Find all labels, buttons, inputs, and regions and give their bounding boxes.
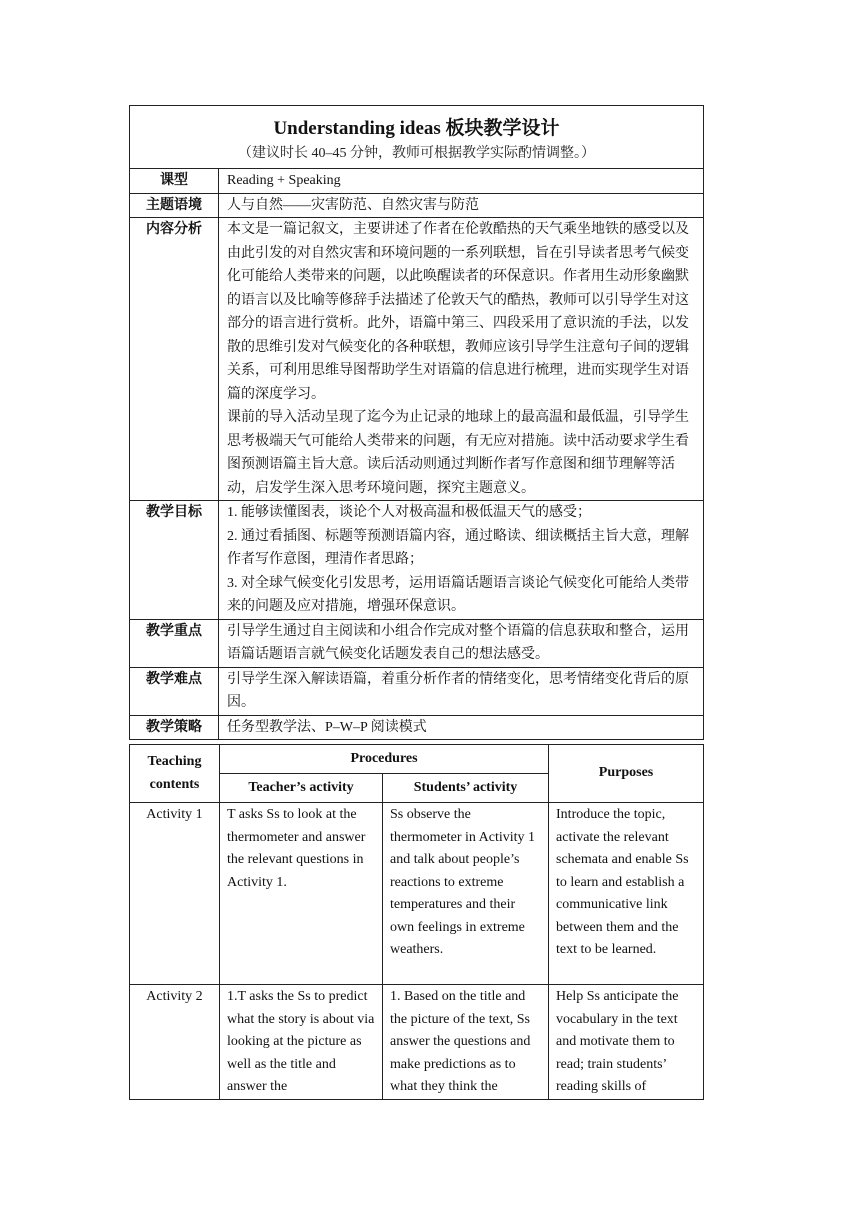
teaching-strategy-label: 教学策略 (130, 715, 219, 740)
procedures-header: Procedures (220, 745, 549, 774)
objective-2: 2. 通过看插图、标题等预测语篇内容，通过略读、细读概括主旨大意，理解作者写作意图，理清作者思路； (227, 528, 689, 567)
teaching-strategy-text: 任务型教学法、P–W–P 阅读模式 (227, 719, 427, 735)
title-cell (130, 106, 704, 169)
teaching-difficulty-value (219, 667, 704, 715)
teaching-difficulty-text: 引导学生深入解读语篇，着重分析作者的情绪变化，思考情绪变化背后的原因。 (227, 671, 689, 710)
theme-context-label: 主题语境 (130, 193, 219, 218)
teaching-focus-text: 引导学生通过自主阅读和小组合作完成对整个语篇的信息获取和整合，运用语篇话题语言就气候变化话题发表自己的想法感受。 (227, 623, 689, 662)
teacher-activity-header: Teacher’s activity (220, 774, 383, 803)
row-teaching-objectives (130, 501, 704, 620)
teaching-difficulty-label: 教学难点 (130, 667, 219, 715)
table-row (130, 803, 704, 985)
course-type-text: Reading + Speaking (227, 173, 341, 188)
students-activity-cell: Ss observe the thermometer in Activity 1 and talk about people’s reactions to extreme temperatures and their own feelings in extreme weathers. (383, 803, 549, 985)
content-analysis-label: 内容分析 (130, 218, 219, 501)
procedure-table (129, 744, 704, 1100)
teaching-strategy-value (219, 715, 704, 740)
document-title: Understanding ideas 板块教学设计 (273, 118, 560, 139)
content-analysis-paragraph-2: 课前的导入活动呈现了迄今为止记录的地球上的最高温和最低温，引导学生思考极端天气可能给人类带来的问题，有无应对措施。读中活动要求学生看图预测语篇主旨大意。读后活动则通过判断作者写作意图和细节理解等活动，启发学生深入思考环境问题，探究主题意义。 (227, 410, 689, 496)
row-teaching-focus (130, 619, 704, 667)
purposes-header: Purposes (549, 745, 704, 803)
row-theme-context (130, 193, 704, 218)
course-type-label: 课型 (130, 169, 219, 194)
teacher-activity-cell: 1.T asks the Ss to predict what the story is about via looking at the picture as well as the title and answer the (220, 985, 383, 1100)
activity-name: Activity 2 (130, 985, 220, 1100)
purpose-cell: Help Ss anticipate the vocabulary in the text and motivate them to read; train students’ reading skills of (549, 985, 704, 1100)
title-row (130, 106, 704, 169)
table-row (130, 985, 704, 1100)
content-analysis-paragraph-1: 本文是一篇记叙文，主要讲述了作者在伦敦酷热的天气乘坐地铁的感受以及由此引发的对自然灾害和环境问题的一系列联想，旨在引导读者思考气候变化可能给人类带来的问题，以此唤醒读者的环保意识。作者用生动形象幽默的语言以及比喻等修辞手法描述了伦敦天气的酷热，教师可以引导学生对这部分的语言进行赏析。此外，语篇中第三、四段采用了意识流的手法，以发散的思维引发对气候变化的各种联想，教师应该引导学生注意句子间的逻辑关系，可利用思维导图帮助学生对语篇的信息进行梳理，进而实现学生对语篇的深度学习。 (227, 222, 689, 402)
teaching-contents-header: Teaching contents (130, 745, 220, 803)
teacher-activity-cell: T asks Ss to look at the thermometer and answer the relevant questions in Activity 1. (220, 803, 383, 985)
row-teaching-strategy (130, 715, 704, 740)
row-content-analysis (130, 218, 704, 501)
objective-3: 3. 对全球气候变化引发思考，运用语篇话题语言谈论气候变化可能给人类带来的问题及应对措施，增强环保意识。 (227, 575, 689, 614)
teaching-objectives-label: 教学目标 (130, 501, 219, 620)
teaching-focus-label: 教学重点 (130, 619, 219, 667)
content-analysis-value (219, 218, 704, 501)
activity-name: Activity 1 (130, 803, 220, 985)
theme-context-text: 人与自然——灾害防范、自然灾害与防范 (227, 197, 479, 213)
document-subtitle: （建议时长 40–45 分钟，教师可根据教学实际酌情调整。） (238, 146, 595, 161)
objective-1: 1. 能够读懂图表，谈论个人对极高温和极低温天气的感受； (227, 505, 591, 520)
row-teaching-difficulty (130, 667, 704, 715)
row-course-type (130, 169, 704, 194)
students-activity-cell: 1. Based on the title and the picture of the text, Ss answer the questions and make predictions as to what they think the (383, 985, 549, 1100)
course-type-value (219, 169, 704, 194)
teaching-objectives-value (219, 501, 704, 620)
theme-context-value (219, 193, 704, 218)
students-activity-header: Students’ activity (383, 774, 549, 803)
purpose-cell: Introduce the topic, activate the relevant schemata and enable Ss to learn and establish a communicative link between them and the text to be learned. (549, 803, 704, 985)
teaching-focus-value (219, 619, 704, 667)
lesson-overview-table (129, 105, 704, 740)
header-row-1 (130, 745, 704, 774)
